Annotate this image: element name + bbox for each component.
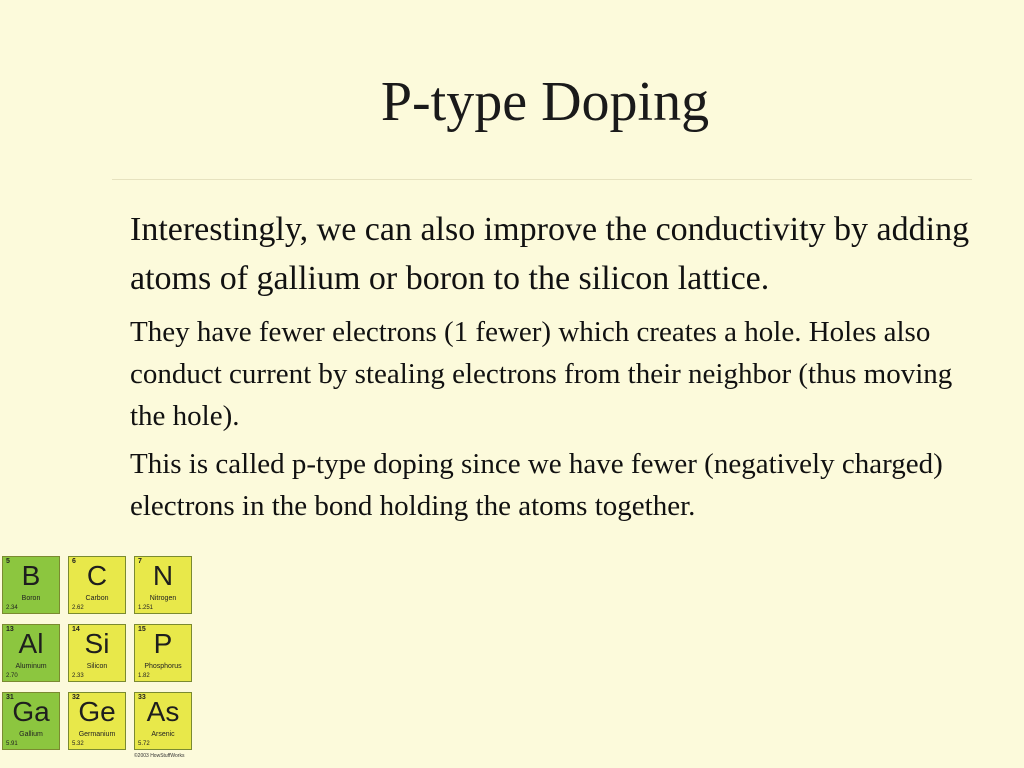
slide-title: P-type Doping	[380, 71, 710, 133]
element-name: Germanium	[78, 731, 116, 738]
atomic-number: 14	[72, 626, 80, 633]
atomic-number: 33	[138, 694, 146, 701]
element-symbol: Si	[84, 628, 110, 659]
atomic-number: 31	[6, 694, 14, 701]
atomic-number: 7	[138, 558, 142, 565]
element-density: 2.70	[6, 673, 18, 679]
title-divider	[112, 179, 972, 180]
element-density: 1.82	[138, 673, 150, 679]
element-cell-phosphorus	[134, 624, 192, 682]
element-cell-germanium	[68, 692, 126, 750]
element-density: 2.34	[6, 605, 18, 611]
element-cell-nitrogen	[134, 556, 192, 614]
element-name: Gallium	[19, 731, 43, 738]
periodic-table-excerpt	[2, 556, 192, 750]
element-symbol: Al	[18, 628, 44, 659]
element-symbol: N	[152, 560, 174, 591]
element-density: 1.251	[138, 605, 154, 611]
element-density: 2.62	[72, 605, 84, 611]
element-cell-silicon	[68, 624, 126, 682]
element-symbol: Ge	[78, 696, 116, 727]
element-name: Phosphorus	[144, 663, 182, 670]
element-density: 5.91	[6, 741, 18, 747]
element-symbol: P	[153, 628, 173, 659]
element-name: Boron	[21, 595, 41, 602]
element-density: 5.72	[138, 741, 150, 747]
element-cell-aluminum	[2, 624, 60, 682]
element-symbol: Ga	[12, 696, 50, 727]
paragraph-intro: Interestingly, we can also improve the conductivity by adding atoms of gallium or boron to the silicon lattice.	[130, 211, 970, 297]
element-density: 2.33	[72, 673, 84, 679]
element-name: Aluminum	[15, 663, 47, 670]
slide-body	[130, 205, 980, 533]
element-cell-carbon	[68, 556, 126, 614]
element-density: 5.32	[72, 741, 84, 747]
element-name: Arsenic	[151, 731, 175, 738]
atomic-number: 15	[138, 626, 146, 633]
atomic-number: 32	[72, 694, 80, 701]
element-name: Carbon	[85, 595, 109, 602]
atomic-number: 5	[6, 558, 10, 565]
element-symbol: C	[86, 560, 108, 591]
image-copyright: ©2003 HowStuffWorks	[134, 753, 185, 759]
element-cell-arsenic	[134, 692, 192, 750]
element-name: Silicon	[86, 663, 108, 670]
element-cell-boron	[2, 556, 60, 614]
element-symbol: B	[21, 560, 41, 591]
paragraph-holes: They have fewer electrons (1 fewer) which creates a hole. Holes also conduct current by stealing electrons from their neighbor (thus moving the hole).	[130, 316, 953, 432]
element-name: Nitrogen	[149, 595, 177, 602]
atomic-number: 13	[6, 626, 14, 633]
paragraph-ptype: This is called p-type doping since we have fewer (negatively charged) electrons in the bond holding the atoms together.	[130, 448, 943, 522]
element-symbol: As	[146, 696, 180, 727]
atomic-number: 6	[72, 558, 76, 565]
element-cell-gallium	[2, 692, 60, 750]
